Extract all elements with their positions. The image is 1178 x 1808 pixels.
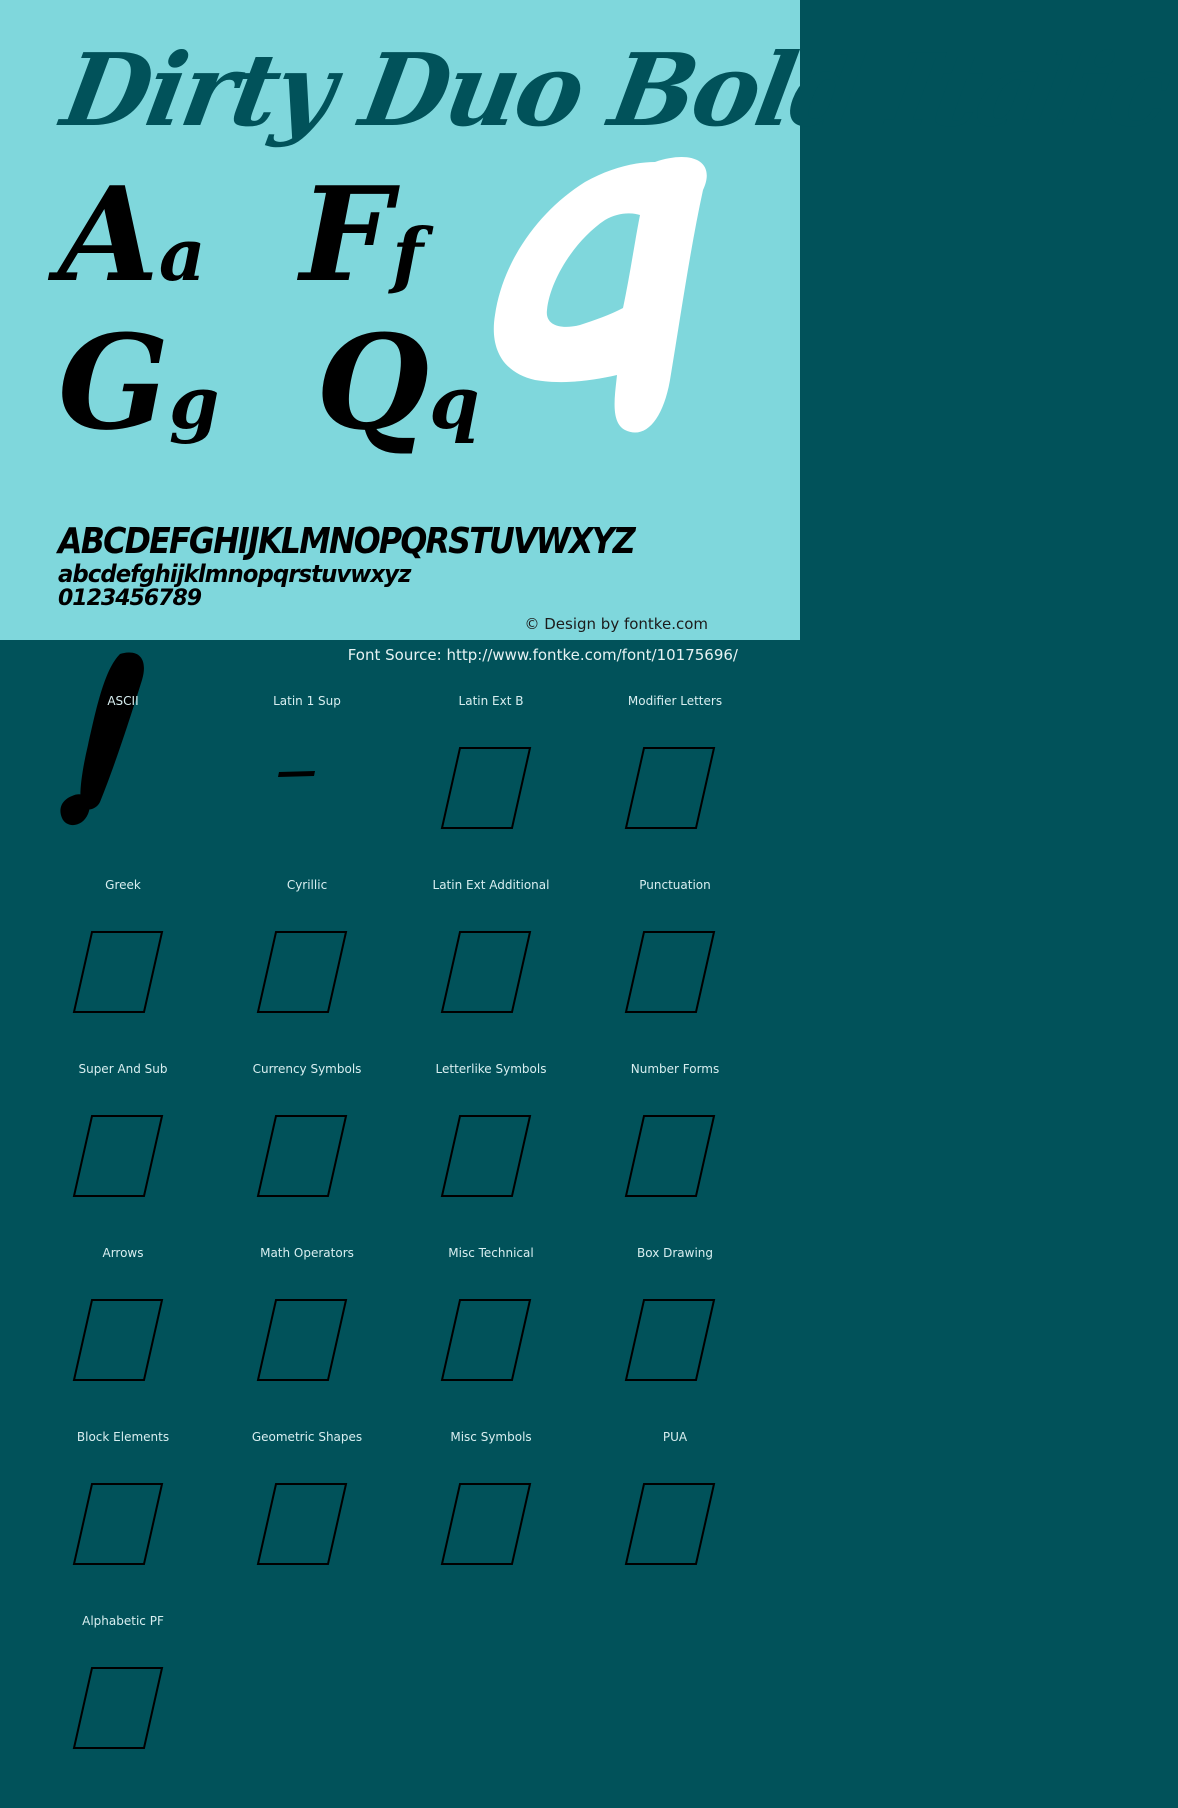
- notdef-glyph-icon: [399, 840, 583, 1024]
- block-label: Currency Symbols: [252, 1062, 362, 1076]
- block-label: Geometric Shapes: [251, 1430, 363, 1444]
- block-cell[interactable]: [583, 1392, 767, 1576]
- glyph-lower-a: a: [158, 212, 206, 297]
- block-label: Number Forms: [630, 1062, 720, 1076]
- block-cell[interactable]: [31, 1576, 215, 1760]
- block-cell[interactable]: [399, 1024, 583, 1208]
- block-cell[interactable]: [583, 1208, 767, 1392]
- notdef-glyph-icon: [31, 1024, 215, 1208]
- alphabet-uppercase: ABCDEFGHIJKLMNOPQRSTUVWXYZ: [58, 521, 635, 562]
- block-cell[interactable]: [399, 1208, 583, 1392]
- glyph-pair-q: [316, 306, 480, 459]
- glyph-pair-a: [58, 158, 206, 311]
- glyph-upper-g: G: [58, 306, 170, 459]
- block-cell[interactable]: [215, 840, 399, 1024]
- hero-glyph-a: [485, 140, 735, 450]
- alphabet-digits: 0123456789: [58, 586, 202, 611]
- design-credit: © Design by fontke.com: [524, 615, 708, 633]
- font-source-link[interactable]: Font Source: http://www.fontke.com/font/10175696/: [347, 646, 738, 664]
- block-label: Modifier Letters: [627, 694, 723, 708]
- notdef-glyph-icon: [583, 656, 767, 840]
- notdef-glyph-icon: [31, 840, 215, 1024]
- block-cell[interactable]: [583, 1024, 767, 1208]
- block-label: Latin 1 Sup: [273, 694, 341, 708]
- block-cell[interactable]: [31, 840, 215, 1024]
- font-title: Dirty Duo Bold Italic: [54, 31, 1178, 149]
- block-cell[interactable]: [399, 656, 583, 840]
- notdef-glyph-icon: [583, 1392, 767, 1576]
- block-cell[interactable]: [215, 656, 399, 840]
- block-label: Latin Ext B: [458, 694, 524, 708]
- dash-glyph-icon: [215, 656, 399, 840]
- block-label: Alphabetic PF: [82, 1614, 164, 1628]
- glyph-upper-f: F: [300, 158, 393, 311]
- block-label: Misc Symbols: [450, 1430, 532, 1444]
- notdef-glyph-icon: [31, 1208, 215, 1392]
- block-cell[interactable]: [31, 1024, 215, 1208]
- notdef-glyph-icon: [399, 1392, 583, 1576]
- block-label: Block Elements: [76, 1430, 170, 1444]
- block-label: Misc Technical: [448, 1246, 534, 1260]
- notdef-glyph-icon: [215, 1024, 399, 1208]
- block-cell[interactable]: [215, 1392, 399, 1576]
- block-label: Cyrillic: [286, 878, 328, 892]
- block-label: Letterlike Symbols: [435, 1062, 547, 1076]
- notdef-glyph-icon: [31, 1392, 215, 1576]
- glyph-lower-g: g: [169, 360, 220, 445]
- notdef-glyph-icon: [583, 840, 767, 1024]
- glyph-lower-q: q: [429, 360, 480, 445]
- notdef-glyph-icon: [399, 1024, 583, 1208]
- block-cell[interactable]: [215, 1208, 399, 1392]
- glyph-upper-q: Q: [316, 306, 430, 459]
- block-label: Math Operators: [260, 1246, 354, 1260]
- notdef-glyph-icon: [583, 1024, 767, 1208]
- block-label: ASCII: [107, 694, 139, 708]
- exclamation-glyph-slot: [31, 656, 215, 840]
- block-label: PUA: [662, 1430, 688, 1444]
- block-cell[interactable]: [31, 656, 215, 840]
- font-preview-panel: [0, 0, 1178, 640]
- glyph-lower-f: f: [392, 212, 424, 297]
- block-label: Punctuation: [639, 878, 711, 892]
- notdef-glyph-icon: [399, 656, 583, 840]
- block-cell[interactable]: [583, 656, 767, 840]
- notdef-glyph-icon: [215, 1208, 399, 1392]
- block-label: Box Drawing: [636, 1246, 714, 1260]
- glyph-upper-a: A: [58, 158, 159, 311]
- notdef-glyph-icon: [31, 1576, 215, 1760]
- block-label: Super And Sub: [78, 1062, 168, 1076]
- block-cell[interactable]: [31, 1208, 215, 1392]
- block-cell[interactable]: [399, 840, 583, 1024]
- glyph-pair-g: [58, 306, 220, 459]
- block-label: Latin Ext Additional: [432, 878, 550, 892]
- block-cell[interactable]: [399, 1392, 583, 1576]
- alphabet-lowercase: abcdefghijklmnopqrstuvwxyz: [58, 560, 411, 588]
- notdef-glyph-icon: [399, 1208, 583, 1392]
- notdef-glyph-icon: [583, 1208, 767, 1392]
- block-cell[interactable]: [583, 840, 767, 1024]
- block-cell[interactable]: [31, 1392, 215, 1576]
- notdef-glyph-icon: [215, 840, 399, 1024]
- block-label: Arrows: [102, 1246, 144, 1260]
- block-cell[interactable]: [215, 1024, 399, 1208]
- glyph-pair-f: [300, 158, 424, 311]
- notdef-glyph-icon: [215, 1392, 399, 1576]
- block-label: Greek: [105, 878, 141, 892]
